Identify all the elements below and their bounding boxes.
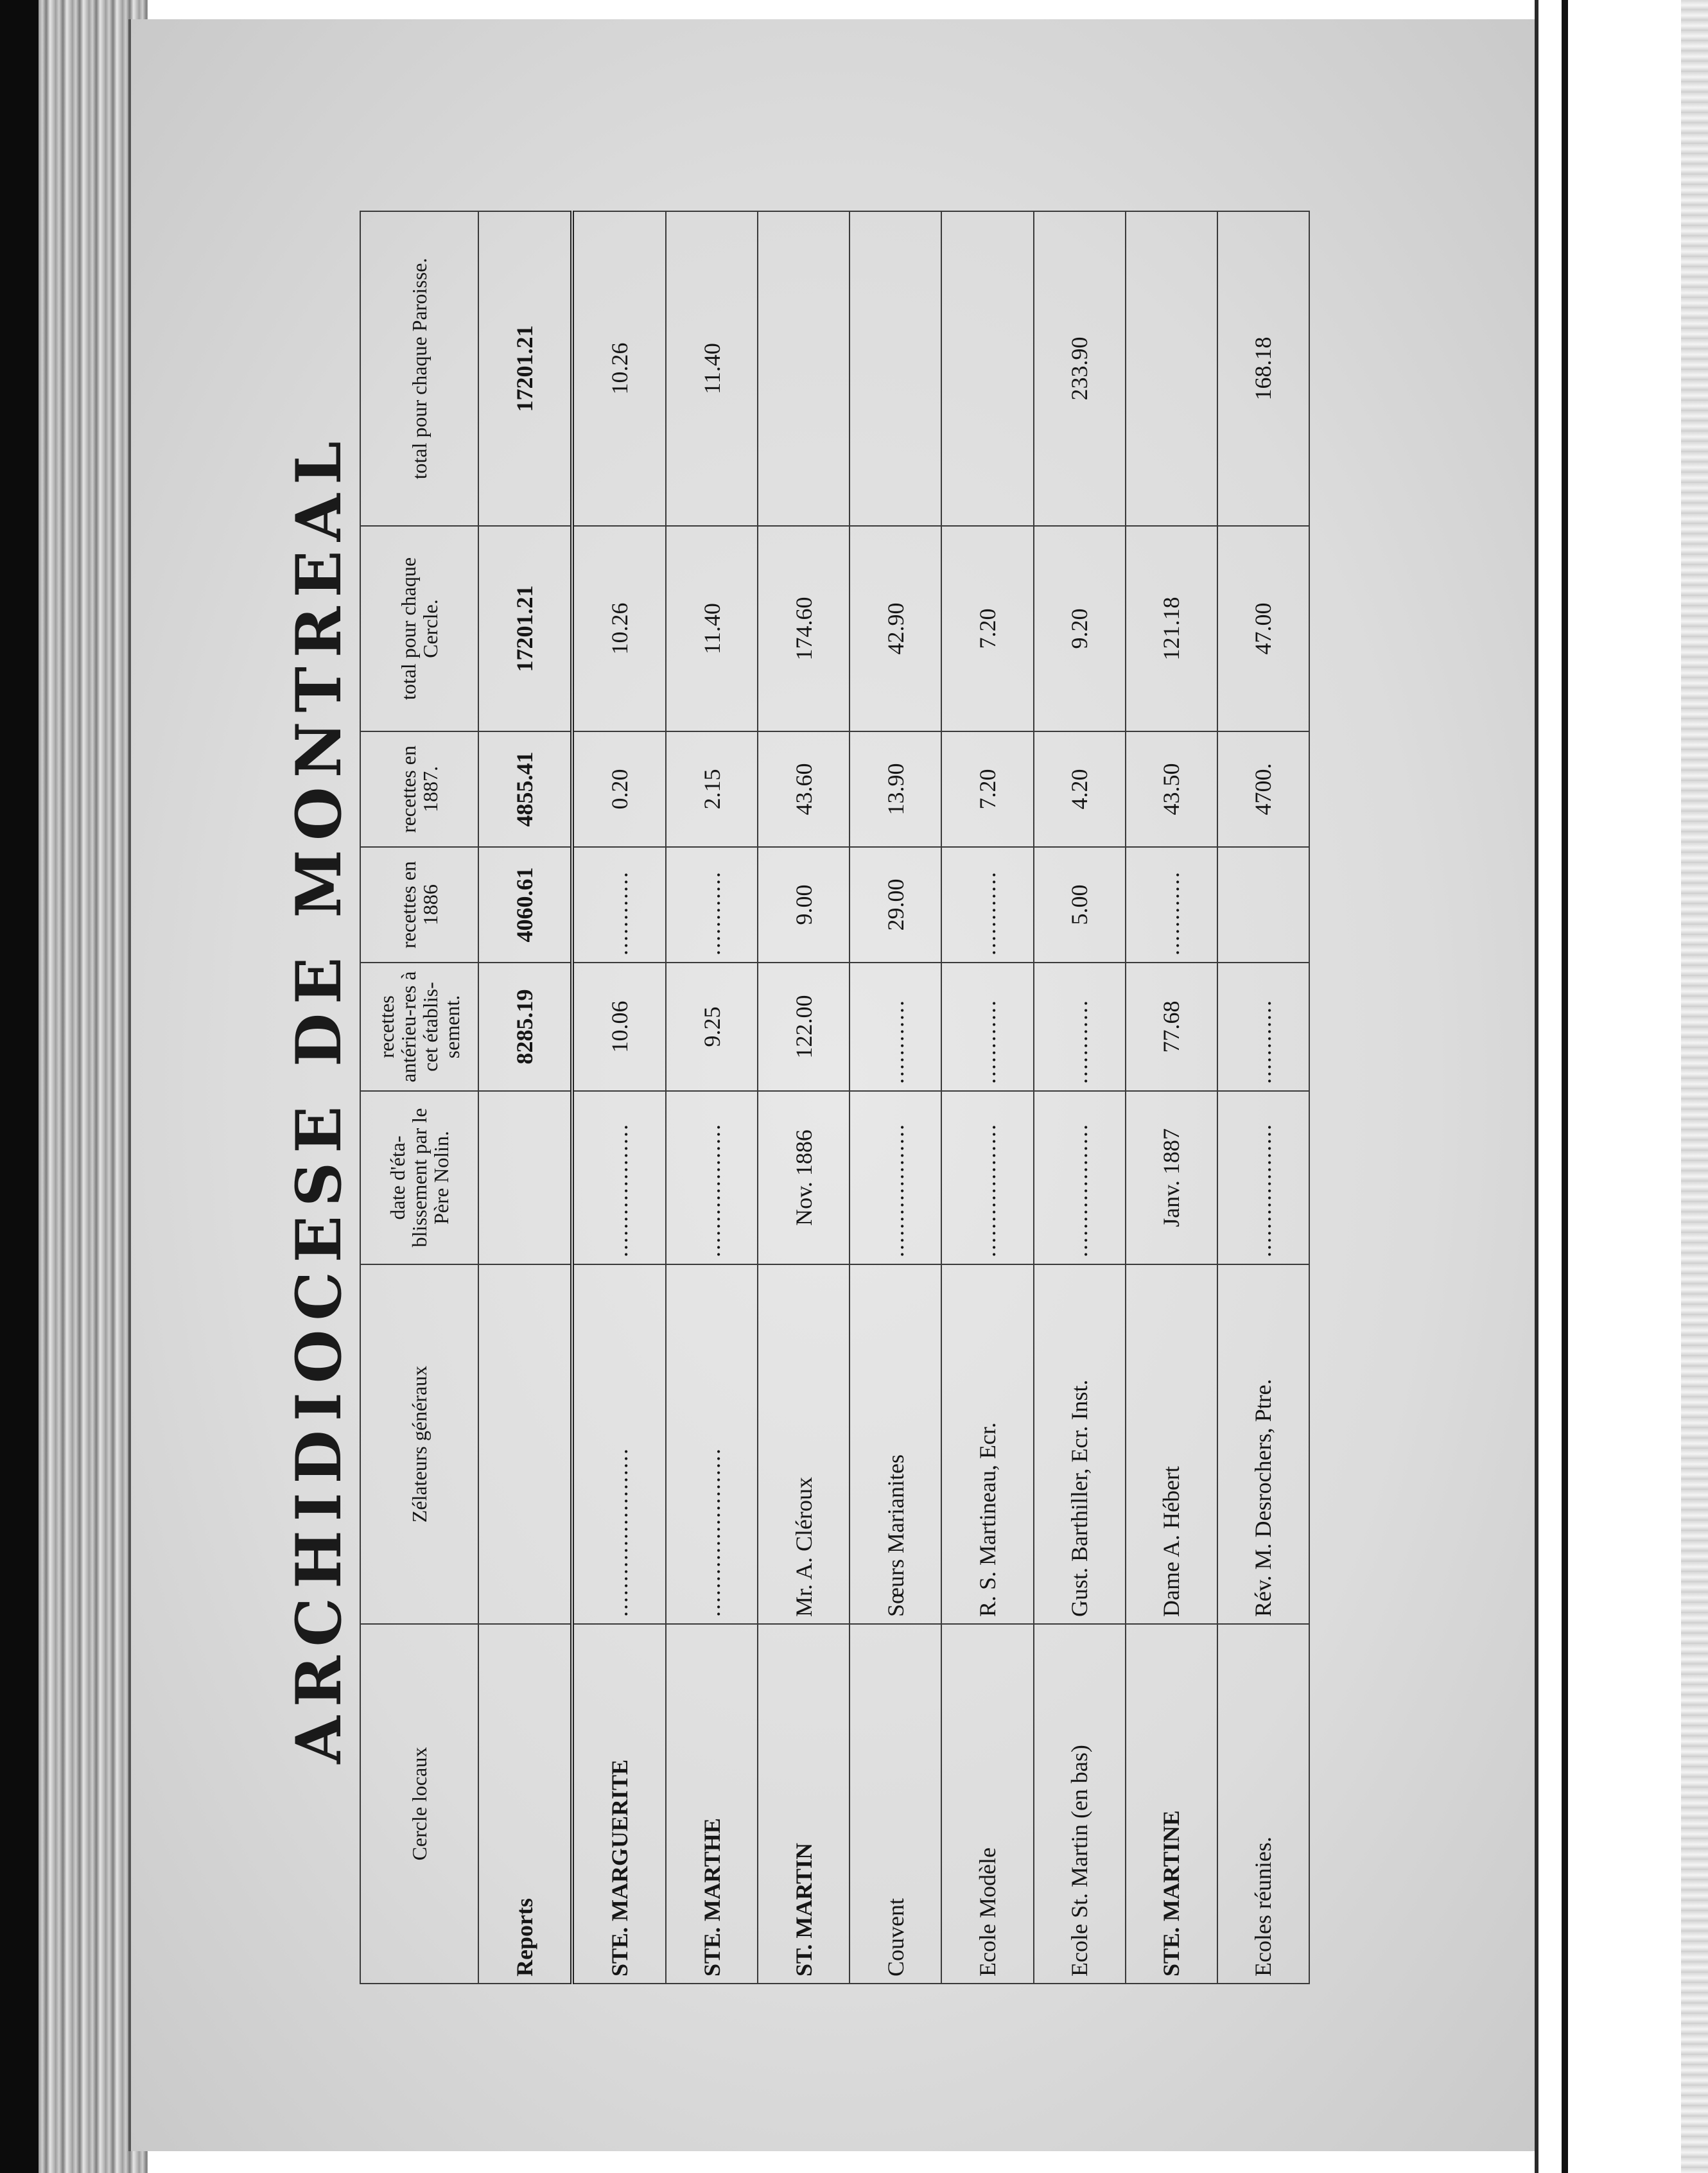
page-title: ARCHIDIOCESE DE MONTREAL [283,432,355,1764]
cell-paroisse-total: 233.90 [1034,211,1126,526]
cell-paroisse-total [941,211,1033,526]
cell-anterieures: ............ [1034,963,1126,1091]
cell-cercle-total: 17201.21 [478,526,572,731]
cell-cercle-total: 10.26 [572,526,666,731]
cell-1886: 5.00 [1034,847,1126,963]
cell-1887: 43.50 [1126,731,1217,847]
cell-1887: 13.90 [850,731,941,847]
right-page-edge [1681,0,1708,2173]
cell-cercle: Ecole Modèle [941,1624,1033,1984]
table-row [1217,211,1309,1984]
table-row [478,211,572,1984]
cell-1886: 4060.61 [478,847,572,963]
table-row [666,211,758,1984]
table-row [572,211,666,1984]
cell-1887: 4855.41 [478,731,572,847]
cell-1886 [1217,847,1309,963]
cell-cercle-total: 9.20 [1034,526,1126,731]
header-1887: recettes en 1887. [360,731,478,847]
cell-zelateur: ........................ [666,1264,758,1624]
cell-paroisse-total: 10.26 [572,211,666,526]
cell-zelateur: Sœurs Marianites [850,1264,941,1624]
cell-date: Nov. 1886 [758,1091,850,1264]
table-row [1034,211,1126,1984]
cell-zelateur: ........................ [572,1264,666,1624]
cell-cercle-total: 7.20 [941,526,1033,731]
cell-1886: ............ [572,847,666,963]
cell-cercle: STE. MARTHE [666,1624,758,1984]
cell-paroisse-total [850,211,941,526]
cell-paroisse-total: 168.18 [1217,211,1309,526]
cell-1887: 43.60 [758,731,850,847]
table-row [850,211,941,1984]
header-cercle: Cercle locaux [360,1624,478,1984]
cell-date: ................... [572,1091,666,1264]
cell-anterieures: ............ [941,963,1033,1091]
cell-anterieures: 8285.19 [478,963,572,1091]
ledger-table [360,211,1310,1984]
cell-date: ................... [1217,1091,1309,1264]
cell-zelateur [478,1264,572,1624]
header-anterieures: recettes antérieu-res à cet établis-sement. [360,963,478,1091]
header-zelateurs: Zélateurs généraux [360,1264,478,1624]
cell-1886: ............ [1126,847,1217,963]
cell-1887: 4.20 [1034,731,1126,847]
cell-cercle: Reports [478,1624,572,1984]
cell-cercle: Couvent [850,1624,941,1984]
cell-zelateur: Gust. Barthiller, Ecr. Inst. [1034,1264,1126,1624]
header-cercle-total: total pour chaque Cercle. [360,526,478,731]
cell-cercle: Ecole St. Martin (en bas) [1034,1624,1126,1984]
table-row [941,211,1033,1984]
cell-cercle-total: 42.90 [850,526,941,731]
cell-paroisse-total [1126,211,1217,526]
cell-cercle-total: 47.00 [1217,526,1309,731]
left-scan-border [0,0,39,2173]
cell-cercle: STE. MARGUERITE [572,1624,666,1984]
cell-cercle: ST. MARTIN [758,1624,850,1984]
cell-cercle-total: 174.60 [758,526,850,731]
cell-anterieures: ............ [850,963,941,1091]
cell-cercle-total: 11.40 [666,526,758,731]
cell-anterieures: 77.68 [1126,963,1217,1091]
header-1886: recettes en 1886 [360,847,478,963]
cell-zelateur: Dame A. Hébert [1126,1264,1217,1624]
cell-paroisse-total [758,211,850,526]
header-paroisse-total: total pour chaque Paroisse. [360,211,478,526]
cell-1886: ............ [666,847,758,963]
cell-zelateur: Mr. A. Cléroux [758,1264,850,1624]
cell-anterieures: 122.00 [758,963,850,1091]
cell-cercle: Ecoles réunies. [1217,1624,1309,1984]
cell-date [478,1091,572,1264]
cell-paroisse-total: 11.40 [666,211,758,526]
cell-1887: 2.15 [666,731,758,847]
header-row [360,211,478,1984]
cell-zelateur: R. S. Martineau, Ecr. [941,1264,1033,1624]
cell-1886: ............ [941,847,1033,963]
cell-cercle-total: 121.18 [1126,526,1217,731]
cell-1887: 4700. [1217,731,1309,847]
cell-paroisse-total: 17201.21 [478,211,572,526]
cell-anterieures: 10.06 [572,963,666,1091]
header-date: date d'éta-blissement par le Père Nolin. [360,1091,478,1264]
cell-date: ................... [941,1091,1033,1264]
cell-date: ................... [666,1091,758,1264]
cell-1887: 0.20 [572,731,666,847]
cell-date: ................... [850,1091,941,1264]
cell-date: ................... [1034,1091,1126,1264]
cell-anterieures: ............ [1217,963,1309,1091]
cell-1887: 7.20 [941,731,1033,847]
cell-1886: 29.00 [850,847,941,963]
cell-zelateur: Rév. M. Desrochers, Ptre. [1217,1264,1309,1624]
table-row [1126,211,1217,1984]
cell-date: Janv. 1887 [1126,1091,1217,1264]
cell-anterieures: 9.25 [666,963,758,1091]
right-margin [1535,0,1565,2173]
cell-cercle: STE. MARTINE [1126,1624,1217,1984]
rotated-ledger-page [283,212,1310,1984]
table-row [758,211,850,1984]
cell-1886: 9.00 [758,847,850,963]
